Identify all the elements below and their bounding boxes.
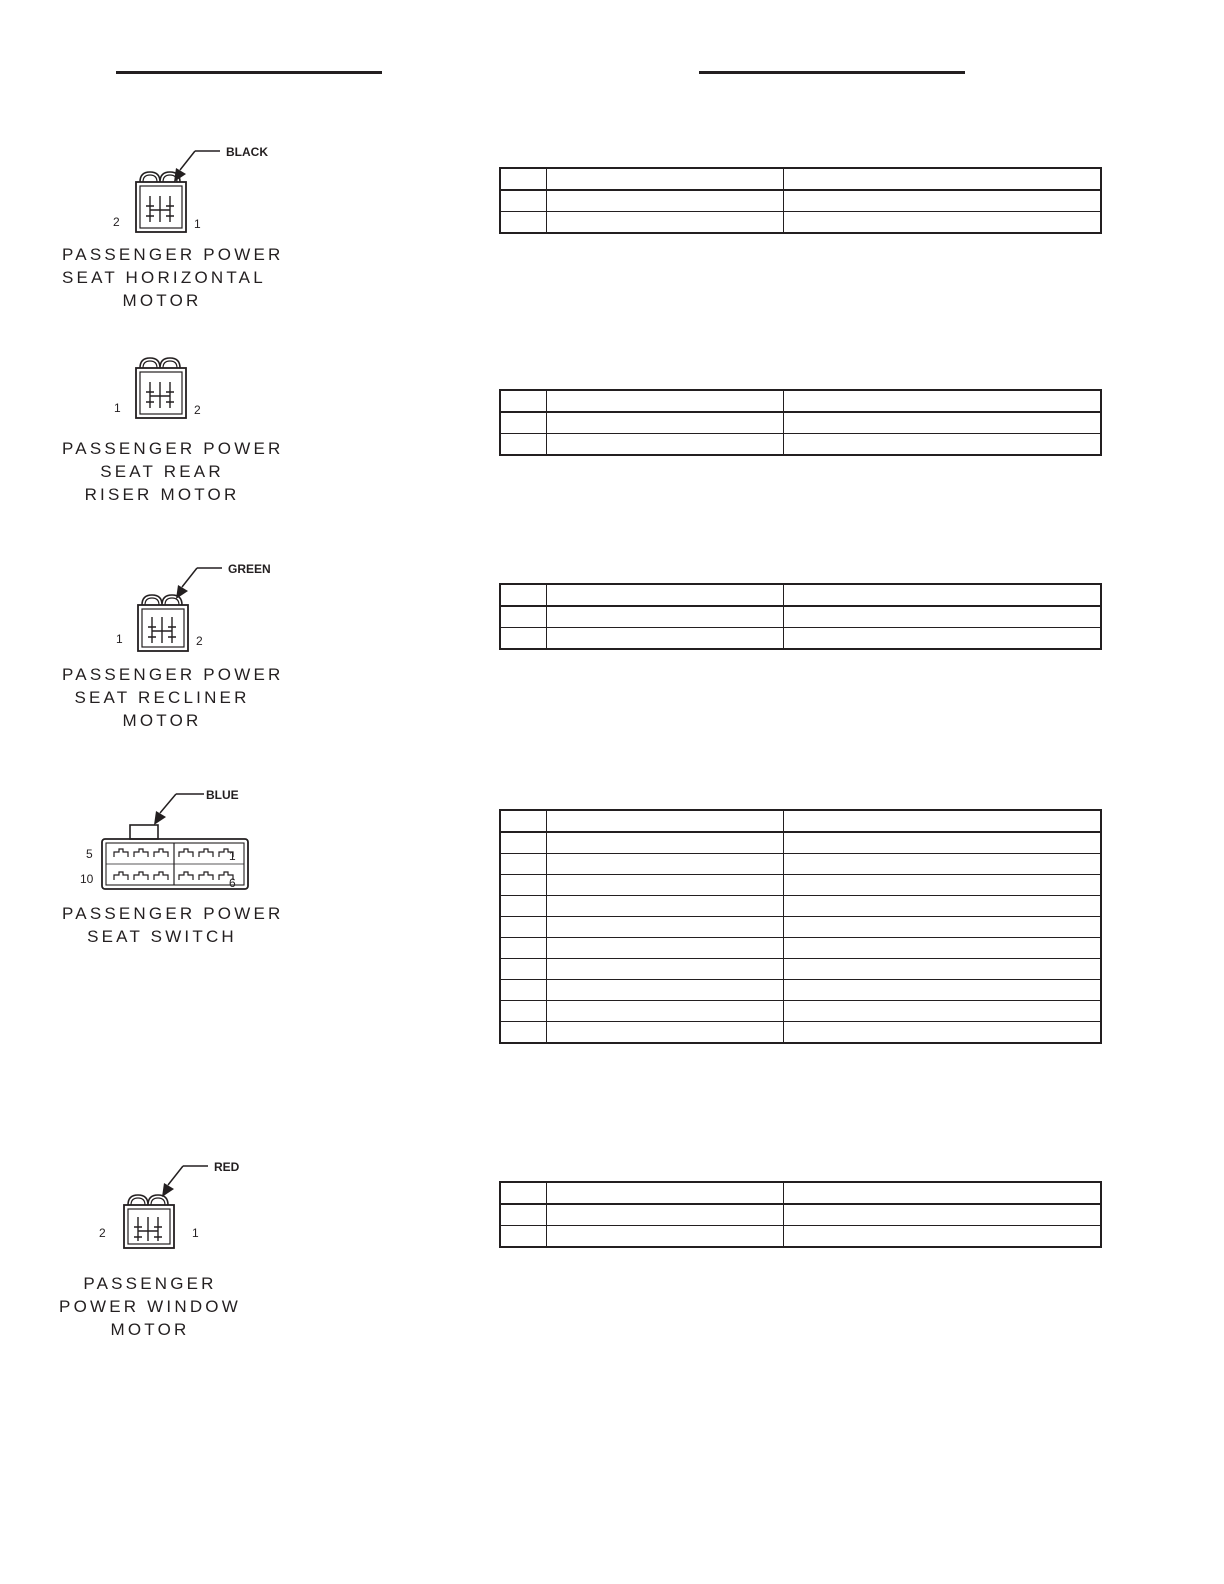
pin-table (499, 167, 1102, 234)
connector-label: PASSENGER POWER SEAT HORIZONTAL MOTOR (62, 245, 284, 310)
wire-color-label: GREEN (228, 562, 271, 576)
pin-label-left: 1 (116, 632, 123, 646)
pin-label-right: 1 (194, 217, 201, 231)
pin-table (499, 583, 1102, 650)
pin-label-right: 2 (194, 403, 201, 417)
pin-label-right: 2 (196, 634, 203, 648)
pin-table (499, 809, 1102, 1044)
pin-label-right: 1 (192, 1226, 199, 1240)
pin-label-top-right: 1 (229, 849, 236, 863)
two-pin-connector-icon (100, 326, 300, 426)
header-left-rule (116, 71, 382, 74)
pin-table (499, 1181, 1102, 1248)
wire-color-label: BLUE (206, 788, 239, 802)
ten-pin-connector-icon (76, 783, 276, 893)
pin-table (499, 389, 1102, 456)
wire-color-label: RED (214, 1160, 240, 1174)
pin-label-left: 1 (114, 401, 121, 415)
header-right-rule (699, 71, 965, 74)
pin-label-bottom-left: 10 (80, 872, 94, 886)
pin-label-left: 2 (99, 1226, 106, 1240)
connector-label: PASSENGER POWER SEAT RECLINER MOTOR (62, 665, 284, 730)
pin-label-bottom-right: 6 (229, 876, 236, 890)
connector-label: PASSENGER POWER SEAT REAR RISER MOTOR (62, 439, 284, 504)
wire-color-label: BLACK (226, 145, 268, 159)
connector-label: PASSENGER POWER SEAT SWITCH (62, 904, 284, 946)
pin-label-left: 2 (113, 215, 120, 229)
connector-label: PASSENGER POWER WINDOW MOTOR (59, 1274, 241, 1339)
pin-label-top-left: 5 (86, 847, 93, 861)
two-pin-connector-icon (102, 557, 302, 657)
two-pin-connector-icon (100, 140, 300, 240)
two-pin-connector-icon (88, 1155, 288, 1255)
